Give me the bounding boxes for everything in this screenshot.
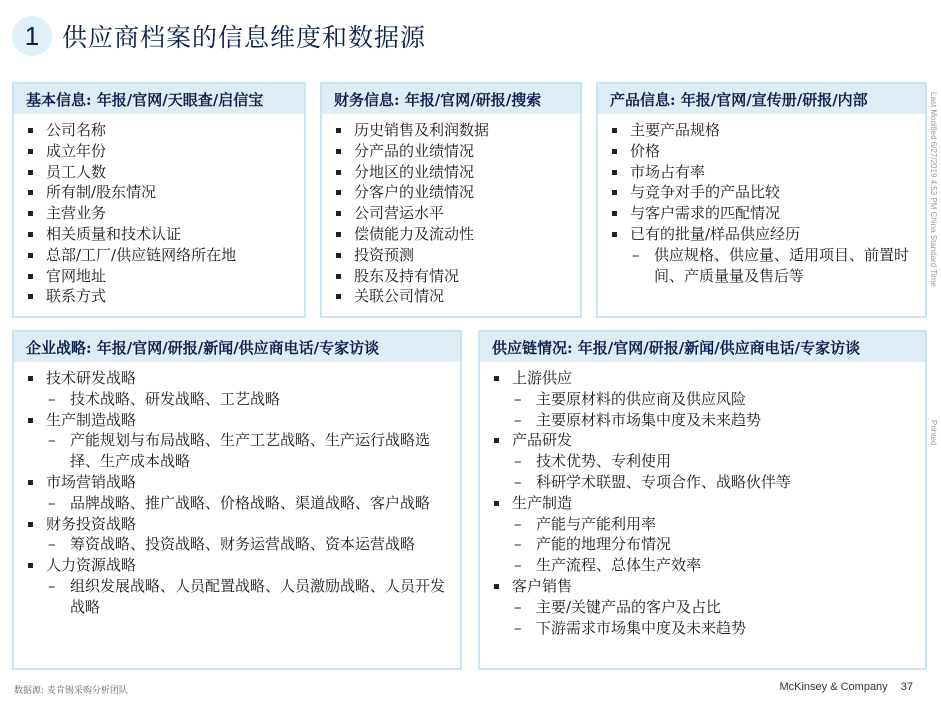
list-item-label: 财务投资战略 <box>46 514 137 533</box>
list-item-label: 成立年份 <box>46 141 107 160</box>
box-supply-chain <box>478 330 927 670</box>
list-item-label: 市场营销战略 <box>46 472 137 491</box>
list-item-label: 公司名称 <box>46 121 107 139</box>
list-item <box>332 162 570 183</box>
section-number-badge: 1 <box>12 16 52 56</box>
sub-list-item: – 品牌战略、推广战略、价格战略、渠道战略、客户战略 <box>46 493 450 514</box>
list-item <box>24 182 294 203</box>
sub-list-item: – 产能的地理分布情况 <box>512 534 915 555</box>
list-item-label: 历史销售及利润数据 <box>354 121 490 139</box>
sub-list-item: – 主要原材料市场集中度及未来趋势 <box>512 410 915 431</box>
sub-list-item: – 技术战略、研发战略、工艺战略 <box>46 389 450 410</box>
list-item <box>332 182 570 203</box>
list-item-label: 相关质量和技术认证 <box>46 224 182 243</box>
box-header: 供应链情况: 年报/官网/研报/新闻/供应商电话/专家访谈 <box>480 332 925 362</box>
box-corporate-strategy <box>12 330 462 670</box>
list-item <box>490 430 915 492</box>
list-item-label: 员工人数 <box>46 162 107 181</box>
list-item <box>490 368 915 430</box>
box-header: 产品信息: 年报/官网/宣传册/研报/内部 <box>598 84 925 114</box>
list-item <box>24 224 294 245</box>
sub-list <box>630 245 915 287</box>
box-header: 财务信息: 年报/官网/研报/搜索 <box>322 84 580 114</box>
sub-list-item: – 组织发展战略、人员配置战略、人员激励战略、人员开发战略 <box>46 576 450 618</box>
box-body <box>322 114 580 307</box>
footer-brand: McKinsey & Company <box>779 681 888 693</box>
sub-list-item: – 主要原材料的供应商及供应风险 <box>512 389 915 410</box>
sub-list <box>46 389 450 410</box>
list-item-label: 已有的批量/样品供应经历 <box>630 224 801 243</box>
list-item <box>608 224 915 286</box>
list-item-label: 技术研发战略 <box>46 369 137 387</box>
list-item <box>24 120 294 141</box>
list-item <box>608 182 915 203</box>
list-item-label: 客户销售 <box>512 576 573 595</box>
list-item <box>24 514 450 556</box>
box-body <box>480 362 925 638</box>
list-item-label: 分地区的业绩情况 <box>354 162 475 181</box>
footer-brand-area <box>769 681 913 693</box>
list-item <box>24 472 450 514</box>
page-title: 供应商档案的信息维度和数据源 <box>62 23 427 52</box>
list-item-label: 分产品的业绩情况 <box>354 141 475 160</box>
list-item <box>332 245 570 266</box>
list-item-label: 人力资源战略 <box>46 556 137 575</box>
sub-list <box>512 389 915 431</box>
sub-list <box>46 430 450 472</box>
list-item <box>24 141 294 162</box>
list-item-label: 与竞争对手的产品比较 <box>630 183 781 202</box>
list-item-label: 所有制/股东情况 <box>46 183 157 202</box>
list-item <box>332 141 570 162</box>
list-item-label: 官网地址 <box>46 266 107 285</box>
sub-list-item: – 生产流程、总体生产效率 <box>512 555 915 576</box>
sub-list <box>46 576 450 618</box>
sub-list-item: – 技术优势、专利使用 <box>512 451 915 472</box>
sub-list-item: – 产能规划与布局战略、生产工艺战略、生产运行战略选择、生产成本战略 <box>46 430 450 472</box>
list-item <box>24 245 294 266</box>
list-item <box>608 120 915 141</box>
list-item-label: 偿债能力及流动性 <box>354 224 475 243</box>
list-item-label: 主要产品规格 <box>630 121 721 139</box>
list-item-label: 分客户的业绩情况 <box>354 183 475 202</box>
footer-page-number: 37 <box>900 681 913 693</box>
box-header: 企业战略: 年报/官网/研报/新闻/供应商电话/专家访谈 <box>14 332 460 362</box>
list-item <box>490 493 915 576</box>
sub-list <box>46 493 450 514</box>
list-item <box>332 266 570 287</box>
sub-list-item: – 主要/关键产品的客户及占比 <box>512 597 915 618</box>
list-item <box>24 410 450 472</box>
sub-list-item: – 下游需求市场集中度及未来趋势 <box>512 618 915 639</box>
footer-source: 数据源: 麦肯锡采购分析团队 <box>14 686 128 696</box>
sub-list-item: – 产能与产能利用率 <box>512 514 915 535</box>
list-item <box>24 286 294 307</box>
box-body <box>598 114 925 286</box>
sub-list <box>512 451 915 493</box>
box-body <box>14 362 460 618</box>
list-item-label: 产品研发 <box>512 431 573 450</box>
list-item-label: 主营业务 <box>46 204 107 223</box>
box-header: 基本信息: 年报/官网/天眼查/启信宝 <box>14 84 304 114</box>
list-item <box>24 203 294 224</box>
list-item-label: 与客户需求的匹配情况 <box>630 204 781 223</box>
list-item <box>608 162 915 183</box>
printed-note: Printed <box>929 420 938 446</box>
list-item-label: 股东及持有情况 <box>354 266 460 285</box>
list-item <box>608 203 915 224</box>
list-item <box>24 555 450 617</box>
list-item-label: 联系方式 <box>46 287 107 306</box>
list-item-label: 上游供应 <box>512 369 573 387</box>
sub-list-item: – 供应规格、供应量、适用项目、前置时间、产质量量及售后等 <box>630 245 915 287</box>
sub-list <box>46 534 450 555</box>
list-item-label: 公司营运水平 <box>354 204 445 223</box>
list-item-label: 关联公司情况 <box>354 287 445 306</box>
box-financial-info <box>320 82 582 318</box>
sub-list <box>512 597 915 639</box>
list-item <box>332 203 570 224</box>
list-item <box>332 286 570 307</box>
list-item-label: 投资预测 <box>354 245 415 264</box>
list-item <box>24 266 294 287</box>
list-item <box>332 224 570 245</box>
list-item <box>24 368 450 410</box>
sub-list-item: – 筹资战略、投资战略、财务运营战略、资本运营战略 <box>46 534 450 555</box>
box-basic-info <box>12 82 306 318</box>
list-item-label: 总部/工厂/供应链网络所在地 <box>46 245 237 264</box>
list-item <box>490 576 915 638</box>
sub-list <box>512 514 915 576</box>
box-body <box>14 114 304 307</box>
list-item <box>332 120 570 141</box>
list-item-label: 市场占有率 <box>630 162 706 181</box>
list-item <box>24 162 294 183</box>
box-product-info <box>596 82 927 318</box>
last-modified-note: Last Modified 6/27/2019 4:53 PM China Standard Time <box>929 92 938 287</box>
list-item-label: 价格 <box>630 141 661 160</box>
list-item-label: 生产制造战略 <box>46 410 137 429</box>
list-item <box>608 141 915 162</box>
sub-list-item: – 科研学术联盟、专项合作、战略伙伴等 <box>512 472 915 493</box>
list-item-label: 生产制造 <box>512 493 573 512</box>
